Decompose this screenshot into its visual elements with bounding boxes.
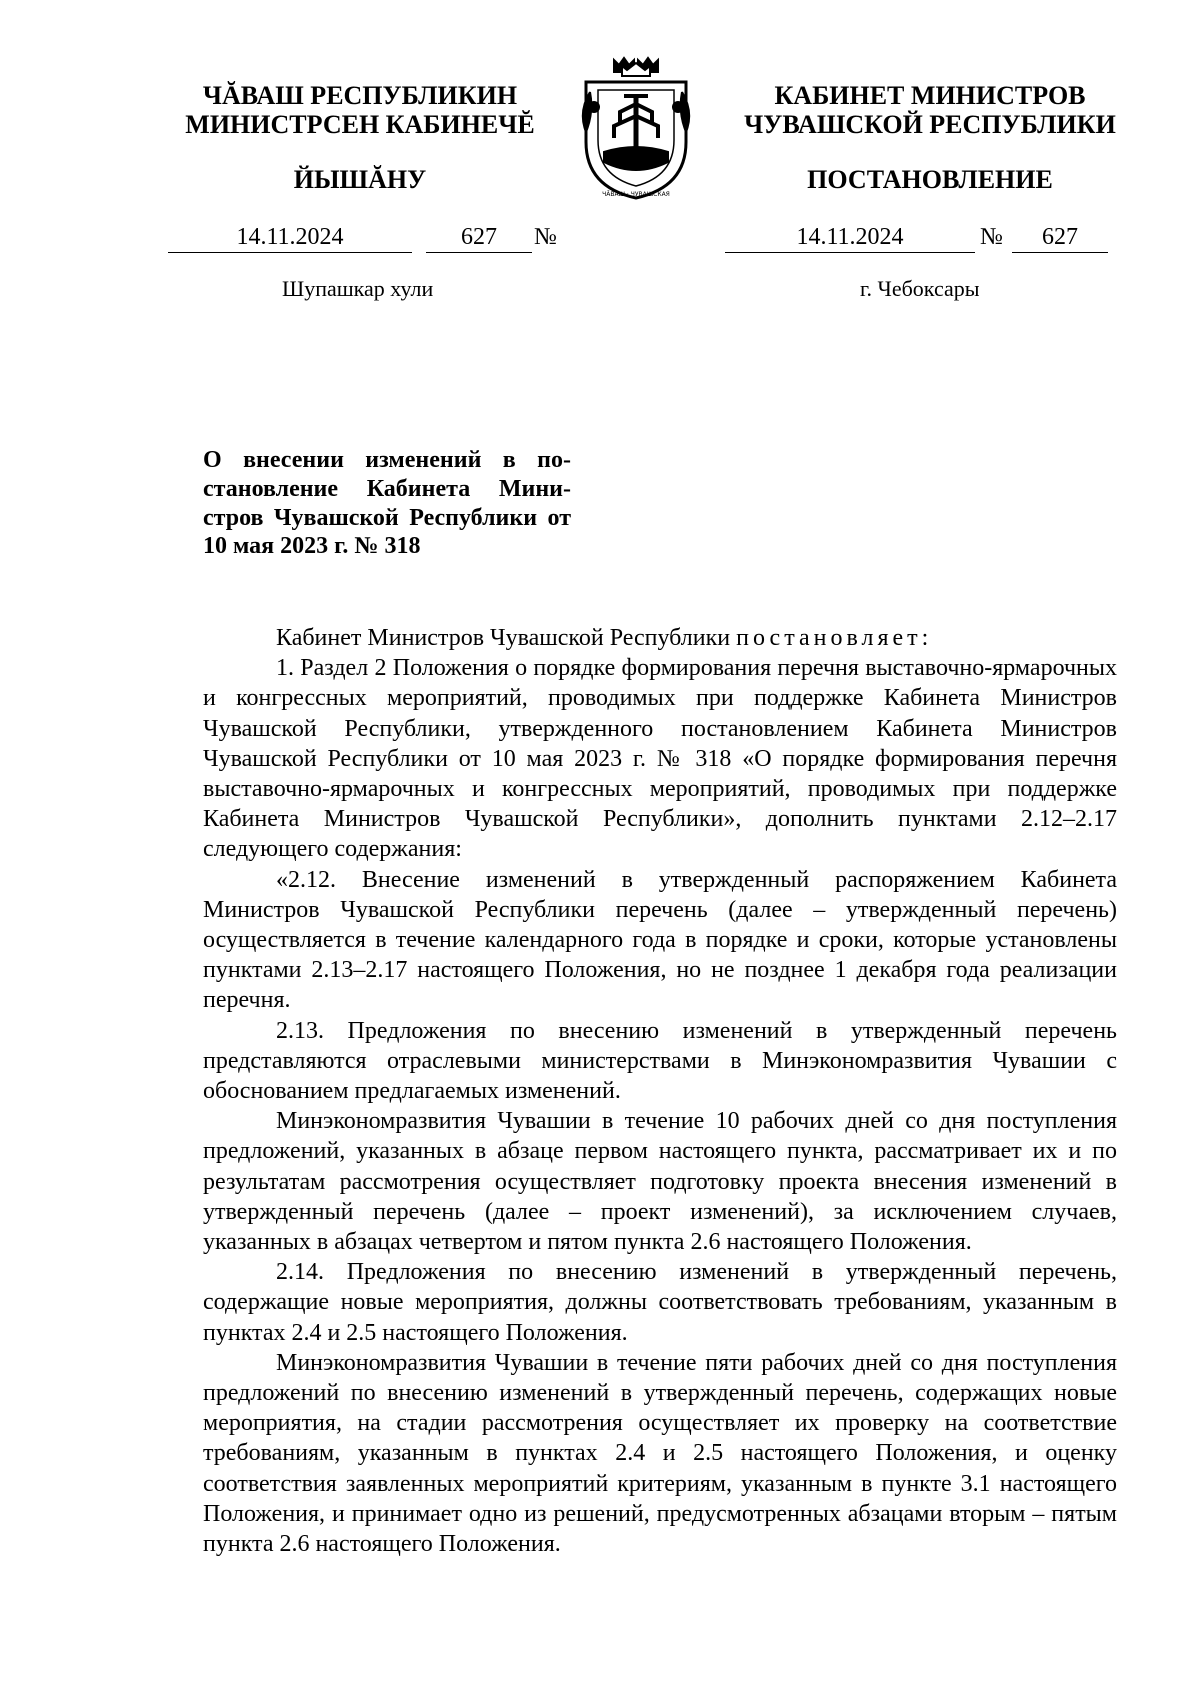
reg-left-no-sign: №: [534, 224, 557, 250]
body-paragraph: Минэкономразвития Чувашии в течение 10 рабочих дней со дня поступления предложений, указанных в абзаце первом настоящего пункта, рассматривает их и по результатам рассмотрения осуществляет подготовку проекта внесения изменений в утвержденный перечень (далее – проект изменений), за исключением случаев, указанных в абзацах четвертом и пятом пункта 2.6 настоящего Положения.: [203, 1108, 1117, 1256]
intro-paragraph: [203, 623, 1117, 653]
document-title: О внесении изменений в по-становление Кабинета Мини-стров Чувашской Республики от 10 мая 2023 г. № 318: [203, 447, 571, 560]
header-left-line1: ЧĂВАШ РЕСПУБЛИКИН: [202, 81, 518, 110]
registration-right: [725, 222, 1155, 254]
header-right-line2: ЧУВАШСКОЙ РЕСПУБЛИКИ: [744, 110, 1116, 139]
decree-word: постановляет:: [736, 625, 933, 651]
body-paragraph: «2.12. Внесение изменений в утвержденный распоряжением Кабинета Министров Чувашской Республики перечень (далее – утвержденный перечень) осуществляется в течение календарного года в порядке и сроки, которые установлены пунктами 2.13–2.17 настоящего Положения, но не позднее 1 декабря года реализации перечня.: [203, 866, 1117, 1014]
header-left-line2: МИНИСТРСЕН КАБИНЕЧĔ: [185, 110, 535, 139]
intro-text: Кабинет Министров Чувашской Республики: [276, 625, 737, 651]
body-paragraph: 1. Раздел 2 Положения о порядке формирования перечня выставочно-ярмарочных и конгрессных мероприятий, проводимых при поддержке Кабинета Министров Чувашской Республики, утвержденного постановлением Кабинета Министров Чувашской Республики от 10 мая 2023 г. № 318 «О порядке формирования перечня выставочно-ярмарочных и конгрессных мероприятий, проводимых при поддержке Кабинета Министров Чувашской Республики», дополнить пунктами 2.12–2.17 следующего содержания:: [203, 655, 1117, 863]
header-left-org: [160, 81, 560, 139]
header-right-org: [705, 81, 1155, 139]
registration-left: [168, 222, 568, 254]
reg-right-date: 14.11.2024: [725, 222, 975, 253]
reg-right-number: 627: [1012, 222, 1108, 253]
document-body: [203, 623, 1117, 1559]
reg-left-date: 14.11.2024: [168, 222, 412, 253]
header-right-doc-type: ПОСТАНОВЛЕНИЕ: [807, 165, 1053, 194]
reg-right-no-sign: №: [980, 224, 1003, 250]
place-left: Шупашкар хули: [282, 276, 434, 301]
header-left-doc-type: ЙЫШĂНУ: [293, 165, 427, 194]
body-paragraph: 2.14. Предложения по внесению изменений в утвержденный перечень, содержащие новые мероприятия, должны соответствовать требованиям, указанным в пунктах 2.4 и 2.5 настоящего Положения.: [203, 1259, 1117, 1346]
place-right: г. Чебоксары: [860, 276, 980, 301]
body-paragraph: Минэкономразвития Чувашии в течение пяти рабочих дней со дня поступления предложений по внесению изменений в утвержденный перечень, содержащих новые мероприятия, на стадии рассмотрения осуществляет их проверку на соответствие требованиям, указанным в пунктах 2.4 и 2.5 настоящего Положения, и оценку соответствия заявленных мероприятий критериям, указанным в пункте 3.1 настоящего Положения, и принимает одно из решений, предусмотренных абзацами вторым – пятым пункта 2.6 настоящего Положения.: [203, 1349, 1117, 1558]
header-right-line1: КАБИНЕТ МИНИСТРОВ: [774, 81, 1086, 110]
svg-text:ЧĂВАШ · ЧУВАШСКАЯ: ЧĂВАШ · ЧУВАШСКАЯ: [602, 191, 670, 198]
reg-left-number: 627: [426, 222, 532, 253]
coat-of-arms-icon: [564, 52, 708, 202]
body-paragraph: 2.13. Предложения по внесению изменений в утвержденный перечень представляются отраслевыми министерствами в Минэкономразвития Чувашии с обоснованием предлагаемых изменений.: [203, 1017, 1117, 1105]
